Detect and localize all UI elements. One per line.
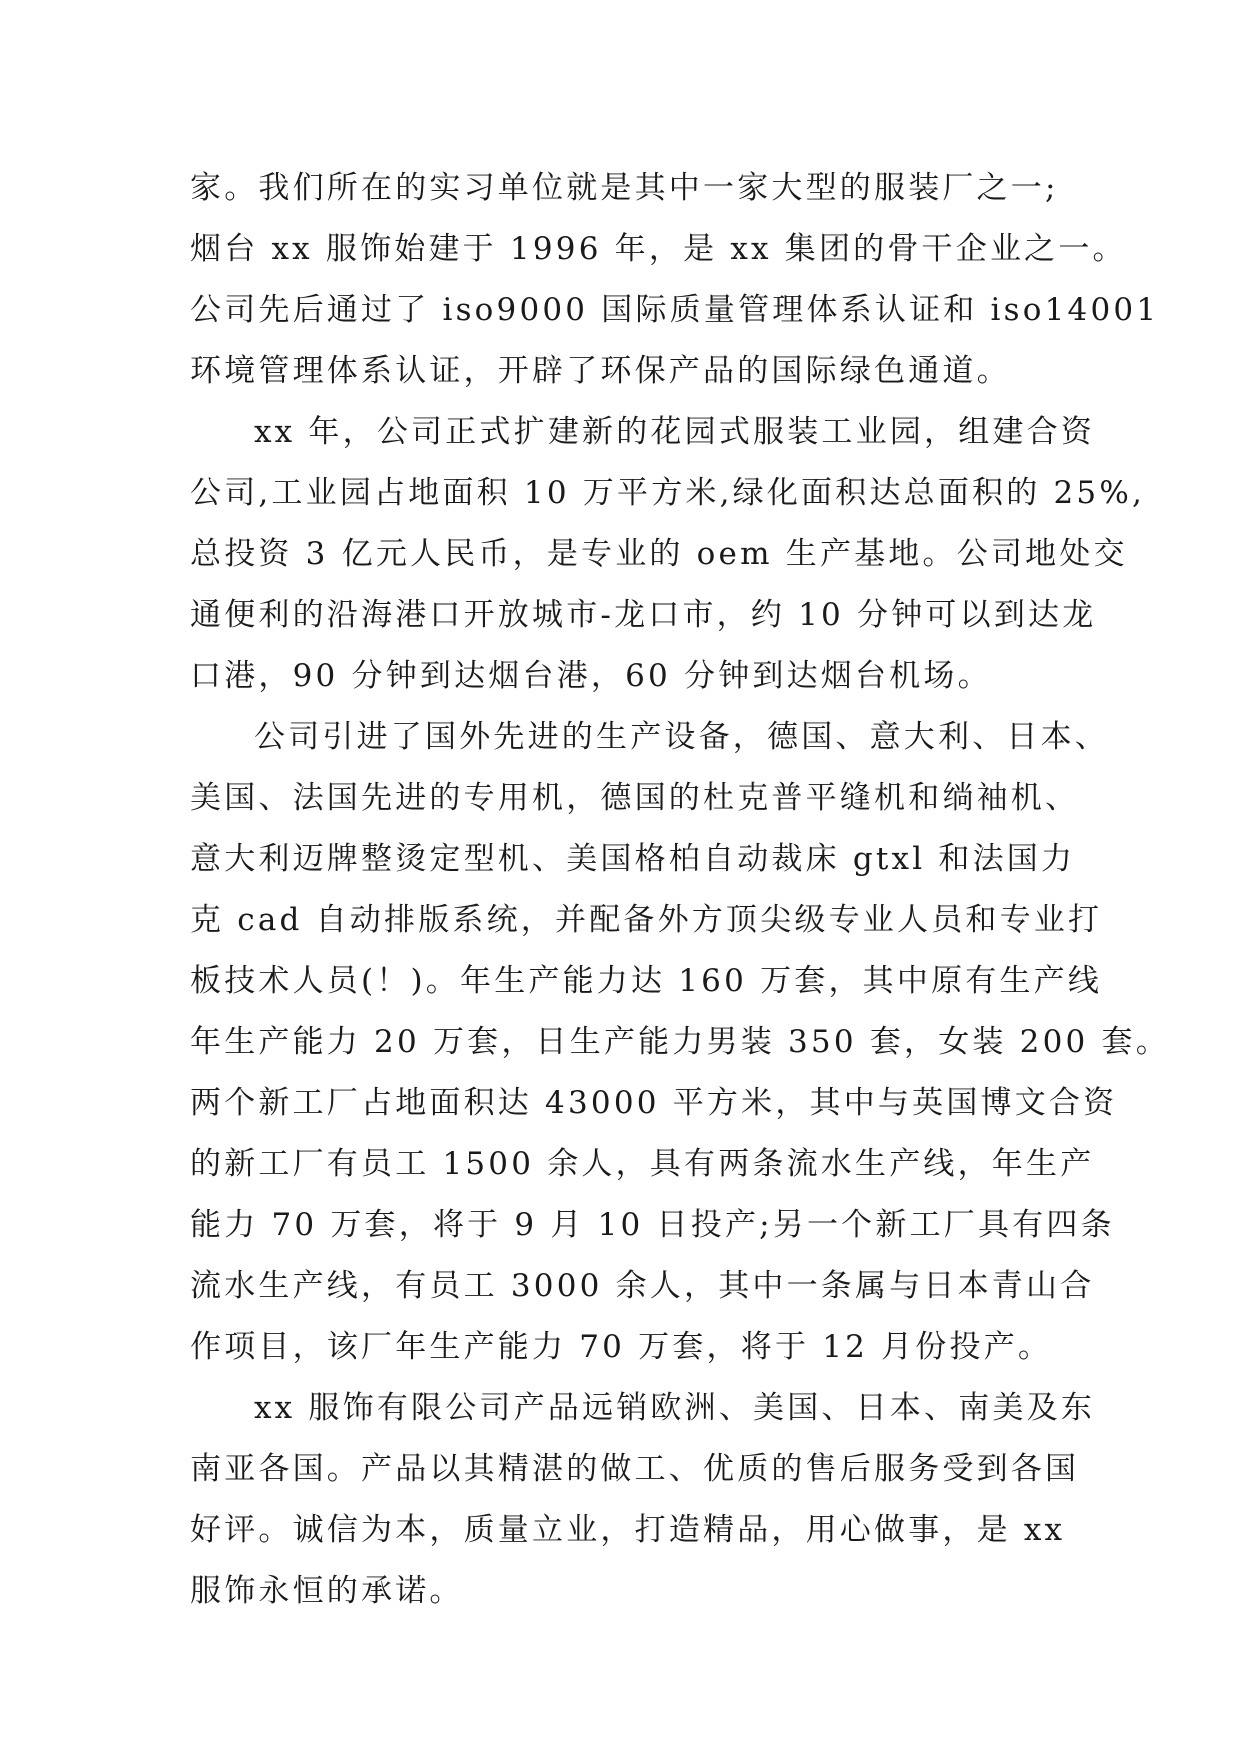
paragraph-first-line: xx 年，公司正式扩建新的花园式服装工业园，组建合资 [254, 414, 1096, 450]
text-line: 两个新工厂占地面积达 43000 平方米，其中与英国博文合资 [190, 1085, 1118, 1121]
text-line: 好评。诚信为本，质量立业，打造精品，用心做事，是 xx [190, 1512, 1066, 1548]
text-line: 口港，90 分钟到达烟台港，60 分钟到达烟台机场。 [190, 658, 992, 694]
text-line: 环境管理体系认证，开辟了环保产品的国际绿色通道。 [190, 353, 1011, 389]
body-text [190, 158, 1170, 1622]
text-line: 烟台 xx 服饰始建于 1996 年，是 xx 集团的骨干企业之一。 [190, 231, 1127, 267]
paragraph-first-line: xx 服饰有限公司产品远销欧洲、美国、日本、南美及东 [254, 1390, 1096, 1426]
text-line: 总投资 3 亿元人民币，是专业的 oem 生产基地。公司地处交 [190, 536, 1128, 572]
text-line: 意大利迈牌整烫定型机、美国格柏自动裁床 gtxl 和法国力 [190, 841, 1076, 877]
text-line: 南亚各国。产品以其精湛的做工、优质的售后服务受到各国 [190, 1451, 1080, 1487]
text-line: 美国、法国先进的专用机，德国的杜克普平缝机和绱袖机、 [190, 780, 1080, 816]
text-line: 家。我们所在的实习单位就是其中一家大型的服装厂之一; [190, 170, 1059, 206]
text-line: 的新工厂有员工 1500 余人，具有两条流水生产线，年生产 [190, 1146, 1095, 1182]
text-line: 公司先后通过了 iso9000 国际质量管理体系认证和 iso14001 [190, 292, 1160, 328]
text-line: 通便利的沿海港口开放城市-龙口市，约 10 分钟可以到达龙 [190, 597, 1097, 633]
text-line: 板技术人员(！)。年生产能力达 160 万套，其中原有生产线 [190, 963, 1103, 999]
text-line: 年生产能力 20 万套，日生产能力男装 350 套，女装 200 套。 [190, 1024, 1170, 1060]
text-line: 能力 70 万套，将于 9 月 10 日投产;另一个新工厂具有四条 [190, 1207, 1115, 1243]
text-line: 公司,工业园占地面积 10 万平方米,绿化面积达总面积的 25%, [190, 475, 1146, 511]
text-line: 服饰永恒的承诺。 [190, 1573, 464, 1609]
text-line: 流水生产线，有员工 3000 余人，其中一条属与日本青山合 [190, 1268, 1095, 1304]
text-line: 克 cad 自动排版系统，并配备外方顶尖级专业人员和专业打 [190, 902, 1103, 938]
text-line: 作项目，该厂年生产能力 70 万套，将于 12 月份投产。 [190, 1329, 1053, 1365]
paragraph-first-line: 公司引进了国外先进的生产设备，德国、意大利、日本、 [254, 719, 1109, 755]
